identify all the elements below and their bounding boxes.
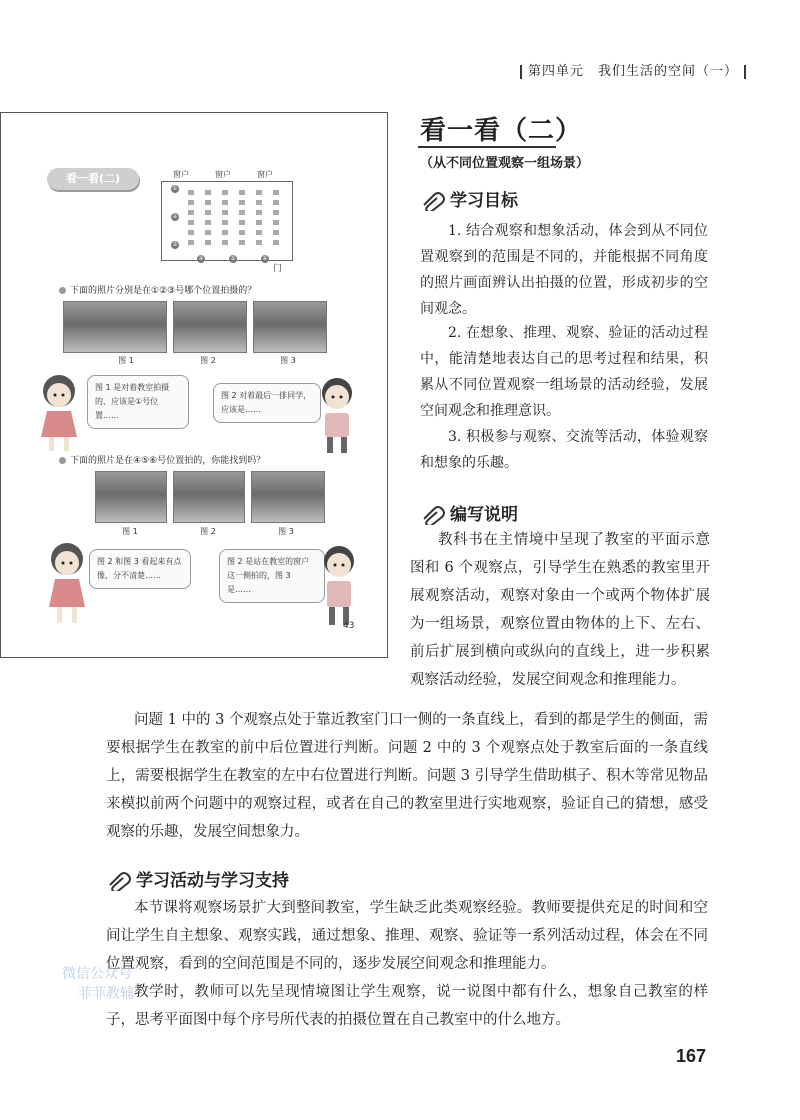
seat-marker: ⑤ — [230, 255, 236, 262]
photo — [173, 471, 245, 523]
desk-marker — [188, 240, 194, 245]
desk-marker — [239, 200, 245, 205]
activity-paragraph-2: 教学时，教师可以先呈现情境图让学生观察，说一说图中都有什么，想象自己教室的样子，思考平面图中每个序号所代表的拍摄位置在自己教室中的什么地方。 — [106, 984, 708, 1028]
textbook-tag: 看一看(二) — [47, 168, 139, 190]
desk-marker — [188, 190, 194, 195]
desk-marker — [273, 210, 279, 215]
running-header-text: 第四单元 我们生活的空间（一） — [528, 64, 739, 79]
photo-caption: 图 2 — [200, 356, 216, 365]
seat-marker: ④ — [198, 255, 204, 262]
desk-marker — [222, 240, 228, 245]
question-2 — [59, 453, 265, 466]
desk-marker — [205, 230, 211, 235]
photo-caption: 图 3 — [280, 356, 296, 365]
notes-paragraph-2: 问题 1 中的 3 个观察点处于靠近教室门口一侧的一条直线上，看到的都是学生的侧面，需要根据学生在教室的前中后位置进行判断。问题 2 中的 3 个观察点处于教室后面的一条直线上，需要根据学生在教室的左中右位置进行判断。问题 3 引导学生借助棋子、积木等常见物品来模拟前两个问题中的观察过程，或者在自己的教室里进行实地观察，验证自己的猜想，感受观察的乐趣，发展空间想象力。 — [106, 712, 708, 840]
photo — [251, 471, 325, 523]
boy-cartoon-icon — [311, 373, 363, 455]
watermark-line: 菲菲教辅 — [78, 986, 134, 1002]
desk-marker — [256, 190, 262, 195]
photo-caption: 图 3 — [278, 527, 294, 536]
watermark-line: 微信公众号 — [62, 966, 132, 982]
photo — [173, 301, 247, 353]
header-bar-right — [744, 65, 746, 79]
desk-marker — [188, 220, 194, 225]
seat-marker: ③ — [172, 241, 178, 248]
bullet-icon — [59, 457, 66, 464]
seat-marker: ① — [172, 185, 178, 192]
question-1-text: 下面的照片分别是在①②③号哪个位置拍摄的？ — [70, 286, 257, 296]
photo — [63, 301, 167, 353]
desk-marker — [239, 240, 245, 245]
watermark — [14, 964, 134, 1034]
speech-bubble: 图 2 是站在教室的窗户这一侧拍的，图 3 是…… — [219, 549, 325, 603]
desk-marker — [222, 230, 228, 235]
question-2-text: 下面的照片是在④⑤⑥号位置拍的，你能找到吗？ — [70, 456, 266, 466]
photo-caption: 图 2 — [200, 527, 216, 536]
textbook-page-image — [0, 112, 388, 658]
desk-marker — [239, 190, 245, 195]
desk-marker — [273, 240, 279, 245]
title-underline — [418, 146, 556, 148]
desk-marker — [222, 200, 228, 205]
seat-marker: ⑥ — [262, 255, 268, 262]
desk-marker — [239, 230, 245, 235]
goal-item: 3. 积极参与观察、交流等活动，体验观察和想象的乐趣。 — [420, 429, 708, 471]
desk-marker — [273, 220, 279, 225]
photo-caption: 图 1 — [118, 356, 134, 365]
paperclip-icon — [106, 871, 132, 891]
activity-paragraph-1: 本节课将观察场景扩大到整间教室，学生缺乏此类观察经验。教师要提供充足的时间和空间让学生自主想象、观察实践，通过想象、推理、观察、验证等一系列活动过程，体会在不同位置观察，看到的空间范围是不同的，逐步发展空间观念和推理能力。 — [106, 900, 708, 972]
section-title-notes — [420, 500, 518, 525]
window-label: 窗户 — [173, 170, 189, 179]
girl-cartoon-icon — [41, 537, 93, 627]
running-header — [514, 60, 752, 79]
desk-marker — [222, 210, 228, 215]
header-bar-left — [520, 65, 522, 79]
paperclip-icon — [420, 505, 446, 525]
boy-cartoon-icon — [313, 539, 365, 629]
notes-title-text: 编写说明 — [450, 505, 518, 525]
desk-marker — [188, 230, 194, 235]
desk-marker — [273, 230, 279, 235]
bullet-icon — [59, 287, 66, 294]
lesson-subtitle: （从不同位置观察一组场景） — [420, 156, 590, 171]
desk-marker — [205, 190, 211, 195]
speech-bubble: 图 2 和图 3 看起来有点像，分不清楚…… — [89, 549, 191, 589]
page-number: 167 — [676, 1046, 707, 1066]
door-label: 门 — [273, 264, 283, 274]
section-title-activity — [106, 866, 289, 891]
paperclip-icon — [420, 191, 446, 211]
goal-item: 1. 结合观察和想象活动，体会到从不同位置观察到的范围是不同的，并能根据不同角度的照片画面辨认出拍摄的位置，形成初步的空间观念。 — [420, 223, 708, 317]
desk-marker — [273, 190, 279, 195]
desk-marker — [205, 210, 211, 215]
window-label: 窗户 — [257, 170, 273, 179]
desk-marker — [256, 220, 262, 225]
activity-title-text: 学习活动与学习支持 — [136, 871, 289, 891]
window-label: 窗户 — [215, 170, 231, 179]
photo-caption: 图 1 — [122, 527, 138, 536]
photo — [253, 301, 327, 353]
photo — [95, 471, 167, 523]
notes-paragraph-1: 教科书在主情境中呈现了教室的平面示意图和 6 个观察点，引导学生在熟悉的教室里开展观察活动，观察对象由一个或两个物体扩展为一组场景，观察位置由物体的上下、左右、前后扩展到横向或纵向的直线上，进一步积累观察活动经验，发展空间观念和推理能力。 — [410, 532, 710, 688]
desk-marker — [256, 240, 262, 245]
desk-marker — [222, 220, 228, 225]
desk-marker — [205, 240, 211, 245]
desk-marker — [273, 200, 279, 205]
question-1 — [59, 283, 256, 296]
desk-marker — [256, 230, 262, 235]
desk-marker — [188, 210, 194, 215]
desk-marker — [222, 190, 228, 195]
desk-marker — [205, 220, 211, 225]
goal-item: 2. 在想象、推理、观察、验证的活动过程中，能清楚地表达自己的思考过程和结果，积累从不同位置观察一组场景的活动经验，发展空间观念和推理意识。 — [420, 325, 708, 419]
speech-bubble: 图 1 是对着教室拍摄的，应该是①号位置…… — [87, 375, 189, 429]
speech-bubble: 图 2 对着最后一排同学，应该是…… — [213, 383, 321, 423]
desk-marker — [188, 200, 194, 205]
desk-marker — [256, 210, 262, 215]
girl-cartoon-icon — [33, 371, 85, 453]
desk-marker — [239, 220, 245, 225]
desk-marker — [239, 210, 245, 215]
desk-marker — [205, 200, 211, 205]
section-title-goals — [420, 186, 518, 211]
lesson-title: 看一看（二） — [420, 116, 583, 146]
desk-marker — [256, 200, 262, 205]
seat-marker: ② — [172, 213, 178, 220]
textbook-page-number: 43 — [343, 621, 355, 631]
classroom-plan — [161, 181, 293, 261]
goals-title-text: 学习目标 — [450, 191, 518, 211]
